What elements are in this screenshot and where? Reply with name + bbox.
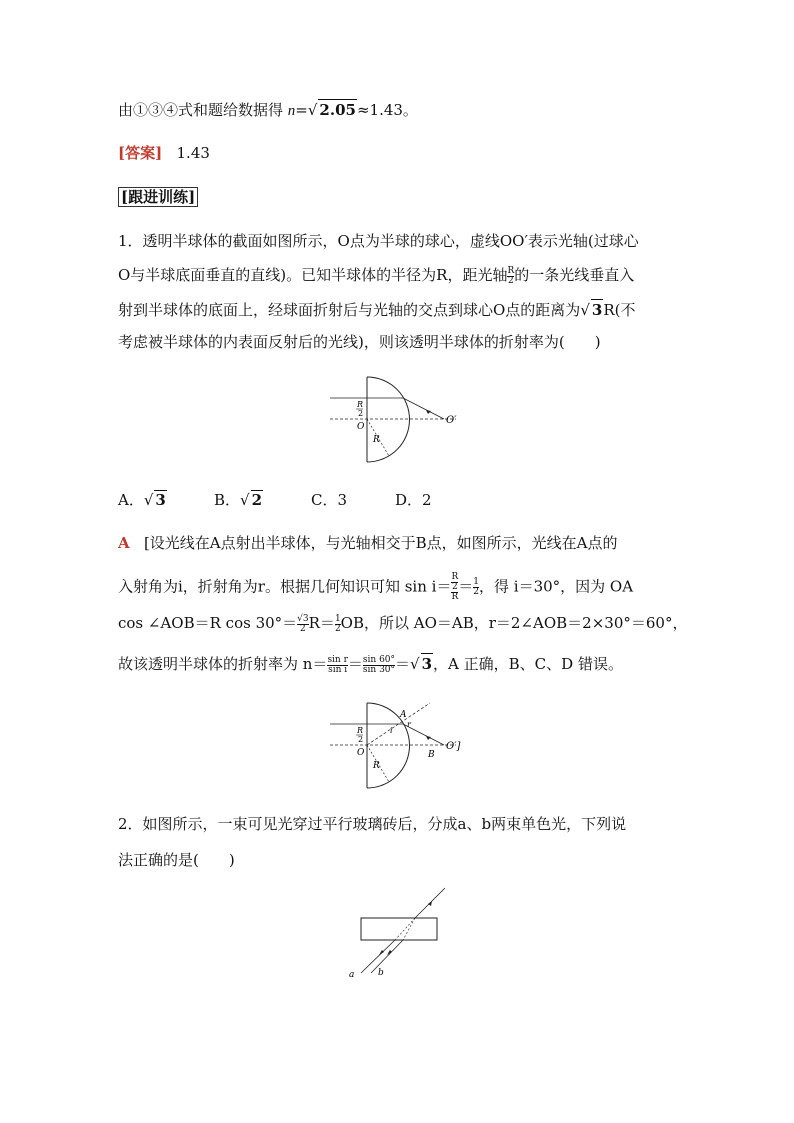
sqrt-symbol: √ [410,655,420,673]
q1-line3-tail: R(不 [603,301,636,319]
option-a[interactable] [118,489,167,510]
sol1-line1 [118,533,618,553]
frac-sqrt3-half [297,615,308,634]
frac-num: sin r [327,654,348,665]
sol1-line2b: ＝ [458,577,474,596]
label-a: A [400,710,407,720]
frac-num: 1 [473,577,479,587]
label-radius: R [373,435,380,445]
label-o-prime: O′] [446,741,461,752]
n-symbol: n [287,103,296,119]
sol1-line4a: 故该透明半球体的折射率为 n＝ [118,655,328,673]
frac-num: R [507,265,515,276]
answer-label: [答案] [118,144,163,162]
option-letter: B． [214,491,241,509]
glass-slab-figure [345,885,450,980]
frac-den: sin i [328,664,348,675]
option-letter: A． [118,491,144,509]
sol1-line4d: ，A 正确，B、C、D 错误。 [433,655,623,673]
q2-line2: 法正确的是( ) [118,851,235,869]
q1-line2 [118,265,634,286]
arrow-a [379,950,384,955]
q1-line4: 考虑被半球体的内表面反射后的光线)，则该透明半球体的折射率为( ) [118,333,601,351]
frac-den: sin 30° [362,664,396,675]
inner-den: 2 [451,582,458,592]
sol1-line3b: R＝ [308,614,335,632]
frac-num: √3 [297,613,309,624]
hemisphere-figure-1 [330,374,470,466]
q1-line3 [118,299,635,320]
sqrt-symbol: √ [307,101,318,119]
option-b[interactable] [214,489,263,510]
sol1-line3-text: cos ∠AOB＝R cos 30°＝ [118,614,298,632]
sol1-line3 [118,613,687,634]
label-a: a [349,970,355,980]
label-o: O [357,748,365,758]
section-title-text: [跟进训练] [118,187,198,207]
intro-prefix: 由①③④式和题给数据得 [118,101,288,119]
sol1-line2a: 入射角为i，折射角为r。根据几何知识可知 sin i＝ [118,577,452,596]
label-o: O [357,422,365,432]
label-r-den: 2 [358,735,364,744]
label-b: b [378,968,384,978]
hemisphere-figure-2 [330,700,470,792]
frac-num: 1 [334,613,341,624]
label-r-num: R [357,400,364,409]
label-angle-r: r [407,720,411,729]
frac-sinr-sini [327,656,347,675]
approx-value: ≈1.43。 [356,101,418,119]
sqrt-symbol: √ [580,301,590,319]
frac-den: 2 [334,623,341,634]
sol1-line1-text: [设光线在A点射出半球体，与光轴相交于B点，如图所示，光线在A点的 [143,534,618,552]
label-o-prime: O′ [446,415,457,426]
hemisphere-arc [367,377,410,462]
option-letter: D．2 [395,491,432,509]
incident-arrow [428,901,432,906]
sqrt-symbol: √ [143,491,154,509]
section-title [118,187,198,207]
sol1-letter: A [118,534,130,552]
frac-den: 2 [473,587,479,597]
inner-num: R [451,572,459,582]
label-radius: R [373,761,380,771]
label-r-den: 2 [358,409,364,418]
option-value: 3 [155,491,166,509]
sol1-line4 [118,653,623,675]
sol1-line4b: ＝ [347,655,363,673]
sol1-line2 [118,573,633,602]
label-b: B [428,750,435,760]
frac-sin60-sin30 [363,656,395,675]
sqrt-value: 3 [421,655,433,673]
sol1-line2c: ，得 i＝30°，因为 OA [479,577,634,596]
frac-den: 2 [507,275,514,286]
sol1-line3c: OB，所以 AO＝AB，r＝2∠AOB＝2×30°＝60°， [340,614,688,632]
sqrt-value: 2.05 [319,101,356,119]
answer-line [118,143,210,163]
eq-sign: = [295,101,308,119]
q1-line2-text: O与半球底面垂直的直线)。已知半球体的半径为R，距光轴 [118,266,508,284]
intro-line [118,99,418,121]
ray-b [371,940,403,973]
answer-value: 1.43 [176,144,210,162]
frac-den: 2 [300,623,306,634]
label-r-num: R [357,726,364,735]
option-value: 2 [251,491,263,509]
frac-den: R [451,592,459,602]
option-letter: C．3 [311,491,348,509]
q2-line1: 2．如图所示，一束可见光穿过平行玻璃砖后，分成a、b两束单色光，下列说 [118,815,627,833]
option-c[interactable] [311,489,347,510]
q1-line3-text: 射到半球体的底面上，经球面折射后与光轴的交点到球心O点的距离为 [118,301,581,319]
option-d[interactable] [395,489,432,510]
q1-line2-tail: 的一条光线垂直入 [514,266,635,284]
glass-slab [361,918,437,940]
sqrt-value: 3 [591,301,603,319]
sol1-line4c: ＝ [395,655,411,673]
q1-line1: 1．透明半球体的截面如图所示，O点为半球的球心，虚线OO′表示光轴(过球心 [118,232,639,250]
sqrt-symbol: √ [240,491,250,509]
frac-num: sin 60° [362,654,396,665]
label-angle-i: i [390,726,393,735]
